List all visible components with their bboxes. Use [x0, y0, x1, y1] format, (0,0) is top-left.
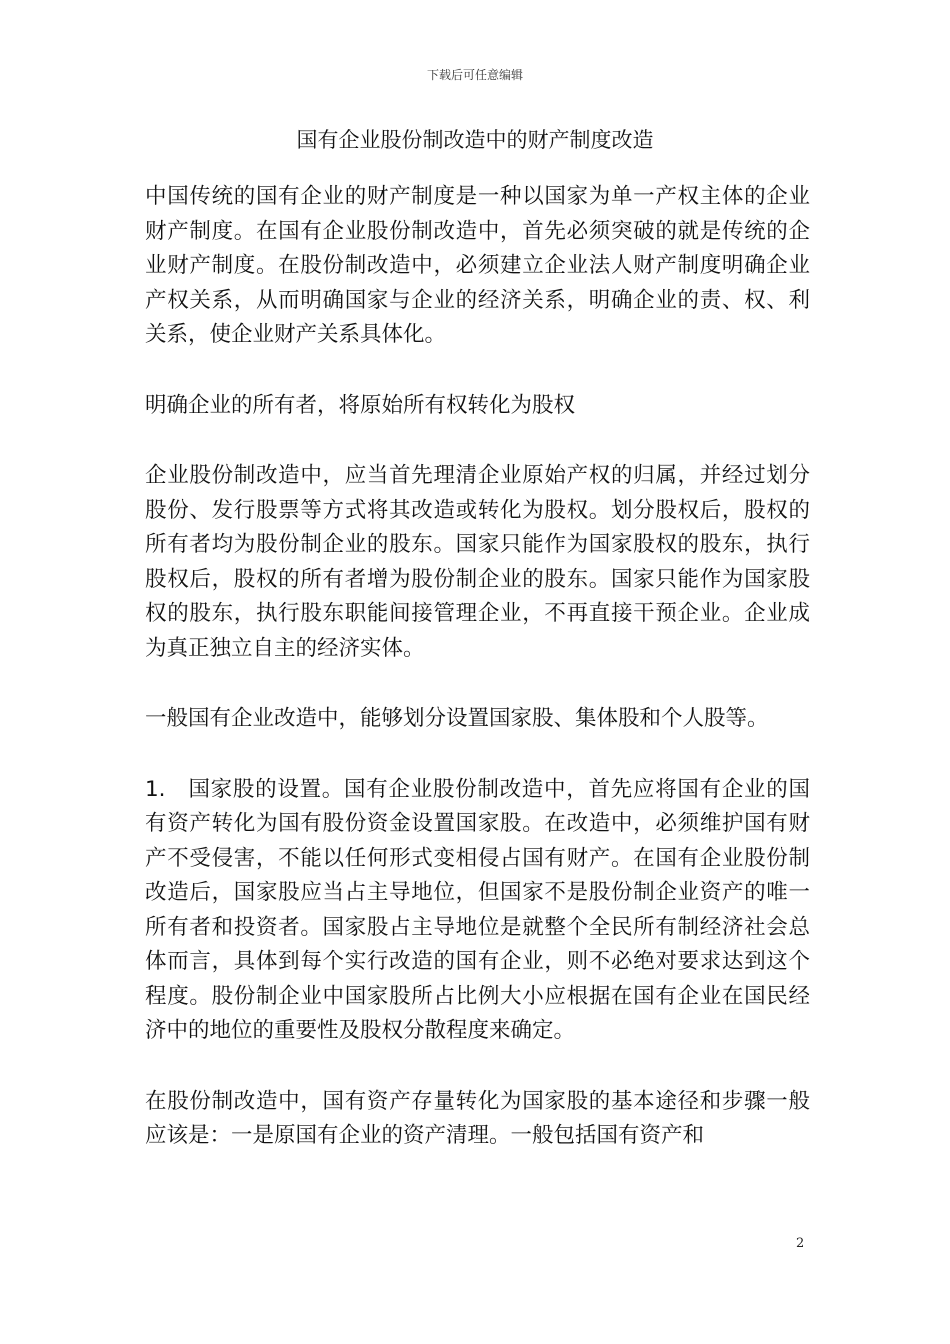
header-note: 下载后可任意编辑	[426, 68, 523, 82]
paragraph-conversion-steps: 在股份制改造中，国有资产存量转化为国家股的基本途径和步骤一般应该是：一是原国有企业的资产清理。一般包括国有资产和	[145, 1088, 810, 1148]
paragraph-subheading: 明确企业的所有者，将原始所有权转化为股权	[145, 392, 576, 418]
paragraph-intro: 中国传统的国有企业的财产制度是一种以国家为单一产权主体的企业财产制度。在国有企业股份制改造中，首先必须突破的就是传统的企业财产制度。在股份制改造中，必须建立企业法人财产制度明确企业产权关系，从而明确国家与企业的经济关系，明确企业的责、权、利关系，使企业财产关系具体化。	[145, 184, 810, 347]
document-body	[145, 180, 810, 1154]
paragraph-state-shares: 1. 国家股的设置。国有企业股份制改造中，首先应将国有企业的国有资产转化为国有股份资金设置国家股。在改造中，必须维护国有财产不受侵害，不能以任何形式变相侵占国有财产。在国有企业股份制改造后，国家股应当占主导地位，但国家不是股份制企业资产的唯一所有者和投资者。国家股占主导地位是就整个全民所有制经济社会总体而言，具体到每个实行改造的国有企业，则不必绝对要求达到这个程度。股份制企业中国家股所占比例大小应根据在国有企业在国民经济中的地位的重要性及股权分散程度来确定。	[145, 776, 810, 1043]
paragraph-ownership: 企业股份制改造中，应当首先理清企业原始产权的归属，并经过划分股份、发行股票等方式将其改造或转化为股权。划分股权后，股权的所有者均为股份制企业的股东。国家只能作为国家股权的股东，执行股权后，股权的所有者增为股份制企业的股东。国家只能作为国家股权的股东，执行股东职能间接管理企业，不再直接干预企业。企业成为真正独立自主的经济实体。	[145, 463, 810, 661]
paragraph-share-types: 一般国有企业改造中，能够划分设置国家股、集体股和个人股等。	[145, 706, 769, 731]
document-title: 国有企业股份制改造中的财产制度改造	[296, 128, 654, 152]
page-number: 2	[796, 1236, 805, 1251]
